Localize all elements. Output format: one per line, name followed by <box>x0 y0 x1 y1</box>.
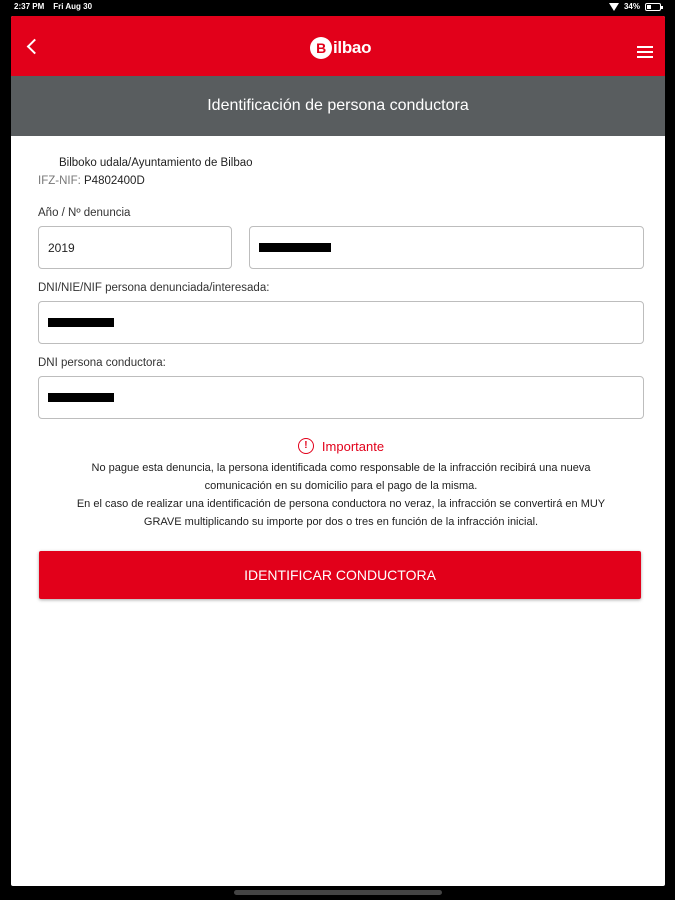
dni-denunciada-label: DNI/NIE/NIF persona denunciada/interesada: <box>38 282 270 294</box>
status-date: Fri Aug 30 <box>53 2 93 11</box>
battery-percent: 34% <box>623 2 640 11</box>
bilbao-logo: B ilbao <box>310 36 371 60</box>
back-arrow-icon[interactable] <box>25 38 39 56</box>
entity-nif <box>38 175 644 187</box>
notice-line: No pague esta denuncia, la persona identificada como responsable de la infracción recibirá una nueva <box>91 462 591 474</box>
battery-icon <box>645 3 661 11</box>
home-indicator[interactable] <box>234 890 442 895</box>
logo-b-mark: B <box>310 37 332 59</box>
dni-conductora-input[interactable] <box>38 376 644 419</box>
nif-label: IFZ-NIF: <box>38 175 81 187</box>
nif-value: P4802400D <box>84 175 145 187</box>
app-window <box>11 16 665 886</box>
important-notice <box>38 459 644 531</box>
notice-line: En el caso de realizar una identificación de persona conductora no veraz, la infracción se convertirá en MUY <box>76 498 606 510</box>
notice-line: comunicación en su domicilio para el pago de la misma. <box>204 480 478 492</box>
year-input[interactable] <box>38 226 232 269</box>
top-app-bar <box>11 16 665 76</box>
redacted-value <box>48 318 114 327</box>
page-title: Identificación de persona conductora <box>207 97 469 114</box>
notice-line: GRAVE multiplicando su importe por dos o tres en función de la infracción inicial. <box>143 516 539 528</box>
redacted-value <box>259 243 331 252</box>
important-title: Importante <box>321 438 385 454</box>
status-time: 2:37 PM <box>14 2 45 11</box>
dni-denunciada-input[interactable] <box>38 301 644 344</box>
page-title-bar <box>11 76 665 136</box>
dni-conductora-label: DNI persona conductora: <box>38 357 166 369</box>
year-number-row <box>38 226 644 269</box>
denuncia-number-input[interactable] <box>249 226 644 269</box>
redacted-value <box>48 393 114 402</box>
form-content <box>11 136 665 599</box>
entity-name: Bilboko udala/Ayuntamiento de Bilbao <box>59 157 253 169</box>
wifi-icon <box>609 3 619 11</box>
status-bar <box>0 0 675 14</box>
hamburger-menu-icon[interactable] <box>637 46 653 58</box>
identify-driver-button-label: IDENTIFICAR CONDUCTORA <box>244 567 436 583</box>
year-input-value: 2019 <box>48 240 75 255</box>
important-heading <box>38 438 644 454</box>
identify-driver-button[interactable] <box>39 551 641 599</box>
year-number-label: Año / Nº denuncia <box>38 207 131 219</box>
alert-circle-icon: ! <box>298 438 314 454</box>
